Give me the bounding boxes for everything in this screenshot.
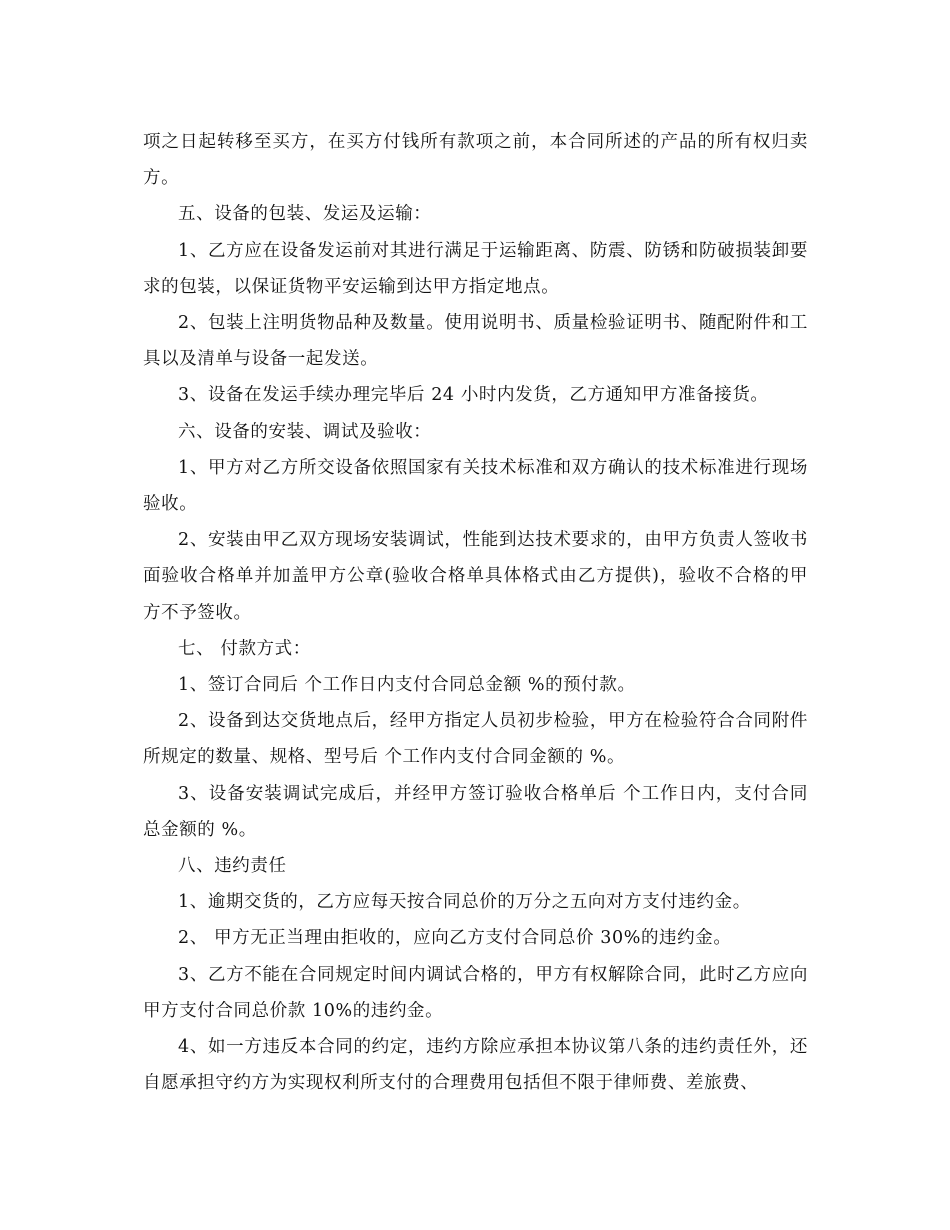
paragraph-payment-1: 1、签订合同后 个工作日内支付合同总金额 %的预付款。 [178, 675, 636, 696]
contract-text-body [143, 124, 808, 1101]
section-heading-packaging: 五、设备的包装、发运及运输： [178, 204, 432, 225]
paragraph-packaging-1: 1、乙方应在设备发运前对其进行满足于运输距离、防震、防锈和防破损装卸要求的包装，以保证货物平安运输到达甲方指定地点。 [143, 240, 808, 297]
paragraph-liability-4: 4、如一方违反本合同的约定，违约方除应承担本协议第八条的违约责任外，还自愿承担守约方为实现权利所支付的合理费用包括但不限于律师费、差旅费、 [143, 1037, 808, 1094]
paragraph-liability-2: 2、 甲方无正当理由拒收的，应向乙方支付合同总价 30%的违约金。 [178, 928, 732, 949]
section-heading-installation: 六、设备的安装、调试及验收： [178, 421, 432, 442]
paragraph-liability-1: 1、逾期交货的，乙方应每天按合同总价的万分之五向对方支付违约金。 [178, 892, 751, 913]
paragraph-payment-2: 2、设备到达交货地点后，经甲方指定人员初步检验，甲方在检验符合合同附件所规定的数量、规格、型号后 个工作内支付合同金额的 %。 [143, 711, 808, 768]
paragraph-installation-1: 1、甲方对乙方所交设备依照国家有关技术标准和双方确认的技术标准进行现场验收。 [143, 457, 808, 515]
paragraph-packaging-2: 2、包装上注明货物品种及数量。使用说明书、质量检验证明书、随配附件和工具以及清单与设备一起发送。 [143, 313, 808, 370]
paragraph-liability-3: 3、乙方不能在合同规定时间内调试合格的，甲方有权解除合同，此时乙方应向甲方支付合同总价款 10%的违约金。 [143, 964, 808, 1021]
paragraph-payment-3: 3、设备安装调试完成后，并经甲方签订验收合格单后 个工作日内，支付合同总金额的 %。 [143, 783, 808, 840]
paragraph-installation-2: 2、安装由甲乙双方现场安装调试，性能到达技术要求的，由甲方负责人签收书面验收合格单并加盖甲方公章(验收合格单具体格式由乙方提供)，验收不合格的甲方不予签收。 [143, 530, 808, 623]
paragraph-packaging-3: 3、设备在发运手续办理完毕后 24 小时内发货，乙方通知甲方准备接货。 [178, 385, 769, 406]
section-heading-liability: 八、违约责任 [178, 856, 287, 877]
section-heading-payment: 七、 付款方式： [178, 638, 311, 659]
paragraph-ownership-transfer: 项之日起转移至买方，在买方付钱所有款项之前，本合同所述的产品的所有权归卖方。 [143, 132, 808, 189]
